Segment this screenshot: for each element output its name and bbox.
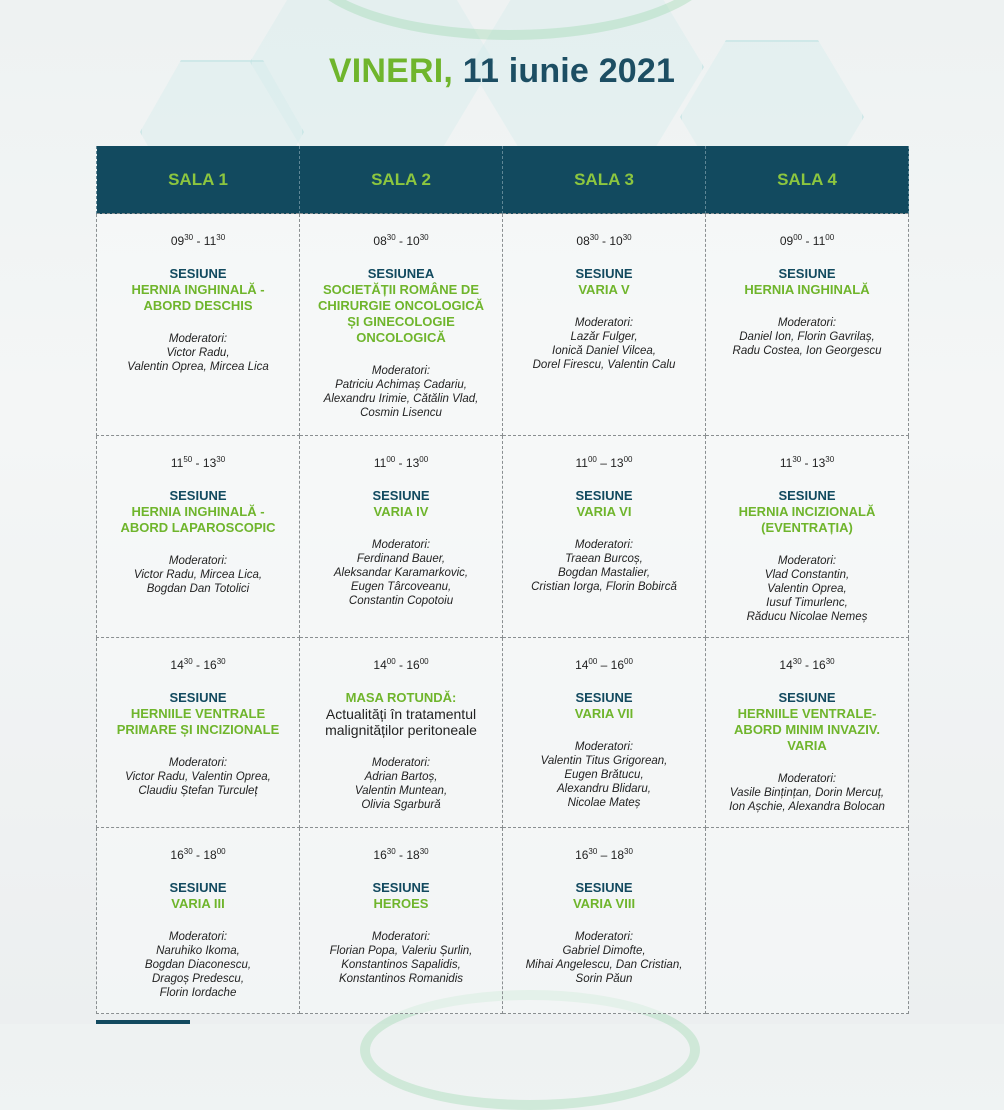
time-start-hour: 16 [373, 848, 387, 862]
session-time [509, 658, 699, 672]
moderator-names-line: Răducu Nicolae Nemeș [746, 611, 868, 623]
hall-header: SALA 4 [706, 146, 909, 214]
time-start-hour: 09 [170, 234, 185, 248]
time-end-minutes: 00 [825, 233, 835, 242]
time-end-minutes: 00 [419, 657, 429, 666]
time-start-hour: 14 [170, 658, 184, 672]
time-start-minutes: 30 [183, 657, 193, 666]
time-end-hour: 13 [405, 456, 420, 470]
moderator-names-line: Lazăr Fulger, [570, 331, 638, 343]
time-start-minutes: 50 [183, 455, 193, 464]
time-start-hour: 14 [779, 658, 793, 672]
session-type: SESIUNE [778, 266, 836, 281]
moderator-names-line: Daniel Ion, Florin Gavrilaș, [739, 331, 875, 343]
session-type: SESIUNE [575, 690, 633, 705]
time-end-hour: 11 [203, 234, 217, 248]
session-topic-line: VARIA VIII [572, 896, 636, 911]
time-start-minutes: 30 [183, 847, 193, 856]
time-start-hour: 14 [575, 658, 589, 672]
moderator-names-line: Cosmin Lisencu [360, 407, 442, 419]
session-cell [97, 214, 300, 436]
time-separator: - [802, 234, 813, 248]
session-type: SESIUNE [778, 690, 836, 705]
time-end-hour: 18 [610, 848, 625, 862]
session-subtopic-line: malignităților peritoneale [325, 722, 477, 738]
time-separator: - [598, 234, 610, 248]
time-separator: - [395, 848, 407, 862]
moderators-label: Moderatori: [168, 757, 228, 769]
session-cell [300, 436, 503, 638]
hall-header: SALA 2 [300, 146, 503, 214]
time-separator: - [395, 658, 407, 672]
session-topic-line: ABORD MINIM INVAZIV. [734, 722, 880, 737]
hall-header: SALA 3 [503, 146, 706, 214]
moderators-label: Moderatori: [574, 539, 634, 551]
time-end-hour: 16 [812, 658, 826, 672]
session-cell [503, 214, 706, 436]
time-end-minutes: 00 [419, 455, 429, 464]
time-separator: - [395, 456, 406, 470]
time-start-hour: 09 [779, 234, 794, 248]
session-topic-line: VARIA VI [576, 504, 632, 519]
moderator-names-line: Ionică Daniel Vilcea, [552, 345, 656, 357]
session-type: SESIUNEA [367, 266, 435, 281]
empty-cell [706, 828, 909, 1014]
session-type: SESIUNE [169, 880, 227, 895]
time-separator: - [801, 456, 812, 470]
time-start-minutes: 00 [588, 657, 598, 666]
moderator-names-line: Alexandru Blidaru, [557, 783, 651, 795]
moderators-label: Moderatori: [371, 931, 431, 943]
moderator-names-line: Claudiu Ștefan Turculeț [138, 785, 258, 797]
time-separator: - [192, 848, 204, 862]
time-start-hour: 08 [373, 234, 387, 248]
moderator-names-line: Valentin Titus Grigorean, [540, 755, 668, 767]
moderator-names-line: Bogdan Dan Totolici [146, 583, 250, 595]
time-separator: - [192, 658, 204, 672]
session-topic-line: HERNIA INGHINALĂ - [131, 504, 265, 519]
session-cell [503, 638, 706, 828]
session-topic-line: HERNIA INGHINALĂ - [131, 282, 265, 297]
moderator-names-line: Florian Popa, Valeriu Șurlin, [329, 945, 473, 957]
moderator-names-line: Adrian Bartoș, [364, 771, 438, 783]
moderator-names-line: Ferdinand Bauer, [356, 553, 446, 565]
session-row [97, 214, 909, 436]
session-time [712, 234, 902, 248]
title-day: VINERI, [328, 52, 454, 90]
session-cell [97, 828, 300, 1014]
session-topic-line: (EVENTRAȚIA) [761, 520, 853, 535]
moderators-label: Moderatori: [574, 317, 634, 329]
moderators-label: Moderatori: [777, 773, 837, 785]
moderator-names-line: Bogdan Diaconescu, [144, 959, 252, 971]
time-end-hour: 10 [406, 234, 420, 248]
moderator-names-line: Iusuf Timurlenc, [766, 597, 848, 609]
session-topic-line: VARIA VII [574, 706, 634, 721]
time-start-hour: 08 [576, 234, 590, 248]
session-time [103, 848, 293, 862]
session-time [509, 234, 699, 248]
session-type: SESIUNE [778, 488, 836, 503]
session-topic-line: HERNIILE VENTRALE [130, 706, 266, 721]
time-end-hour: 16 [610, 658, 625, 672]
moderator-names-line: Vasile Bințințan, Dorin Mercuț, [729, 787, 885, 799]
session-type: SESIUNE [575, 488, 633, 503]
session-row [97, 638, 909, 828]
session-time [509, 456, 699, 470]
session-topic-line: ONCOLOGICĂ [356, 330, 446, 345]
session-time [306, 848, 496, 862]
time-start-minutes: 00 [587, 455, 597, 464]
moderator-names-line: Konstantinos Sapalidis, [341, 959, 461, 971]
moderator-names-line: Eugen Târcoveanu, [350, 581, 452, 593]
time-separator: - [192, 456, 203, 470]
time-end-hour: 13 [811, 456, 826, 470]
session-topic-line: VARIA [787, 738, 827, 753]
session-time [103, 234, 293, 248]
time-separator: – [597, 848, 611, 862]
moderator-names-line: Konstantinos Romanidis [338, 973, 463, 985]
hall-header: SALA 1 [97, 146, 300, 214]
time-start-hour: 11 [779, 456, 793, 470]
time-end-hour: 18 [203, 848, 217, 862]
session-cell [706, 638, 909, 828]
time-end-minutes: 30 [216, 455, 226, 464]
schedule-table [96, 146, 909, 1014]
time-end-hour: 16 [203, 658, 217, 672]
session-cell [300, 828, 503, 1014]
session-topic-line: MASA ROTUNDĂ: [345, 690, 457, 705]
moderator-names-line: Florin Iordache [159, 987, 237, 999]
session-type: SESIUNE [169, 690, 227, 705]
time-separator: - [395, 234, 407, 248]
moderators-label: Moderatori: [371, 539, 431, 551]
moderator-names-line: Valentin Muntean, [354, 785, 448, 797]
time-start-hour: 11 [575, 456, 588, 470]
moderators-label: Moderatori: [777, 555, 837, 567]
session-cell [503, 436, 706, 638]
moderator-names-line: Ion Așchie, Alexandra Bolocan [729, 801, 885, 813]
session-topic-line: CHIRURGIE ONCOLOGICĂ [317, 298, 485, 313]
session-type: SESIUNE [169, 266, 227, 281]
time-end-minutes: 30 [624, 847, 633, 856]
time-start-minutes: 30 [386, 847, 396, 856]
moderator-names-line: Constantin Copotoiu [348, 595, 454, 607]
moderators-label: Moderatori: [371, 365, 431, 377]
moderator-names-line: Eugen Brătucu, [564, 769, 644, 781]
moderator-names-line: Radu Costea, Ion Georgescu [732, 345, 882, 357]
time-end-minutes: 30 [419, 847, 429, 856]
time-start-hour: 16 [575, 848, 589, 862]
session-topic-line: ȘI GINECOLOGIE [347, 314, 455, 329]
moderator-names-line: Mihai Angelescu, Dan Cristian, [525, 959, 683, 971]
session-type: SESIUNE [575, 880, 633, 895]
session-topic-line: VARIA V [578, 282, 630, 297]
session-topic-line: HERNIILE VENTRALE- [737, 706, 877, 721]
session-topic-line: ABORD LAPAROSCOPIC [120, 520, 276, 535]
time-start-hour: 11 [373, 456, 387, 470]
session-topic-line: SOCIETĂȚII ROMÂNE DE [322, 282, 479, 297]
moderator-names-line: Alexandru Irimie, Cătălin Vlad, [323, 393, 479, 405]
session-row [97, 436, 909, 638]
session-cell [706, 214, 909, 436]
time-end-minutes: 30 [216, 657, 226, 666]
time-separator: – [597, 658, 611, 672]
session-subtopic-line: Actualități în tratamentul [325, 706, 477, 722]
session-type: SESIUNE [372, 880, 430, 895]
time-start-hour: 14 [373, 658, 387, 672]
session-topic-line: VARIA IV [373, 504, 429, 519]
moderator-names-line: Victor Radu, [166, 347, 230, 359]
moderator-names-line: Bogdan Mastalier, [557, 567, 651, 579]
time-end-hour: 13 [610, 456, 624, 470]
time-end-hour: 16 [406, 658, 420, 672]
page-title [0, 52, 1004, 91]
time-start-minutes: 30 [589, 233, 599, 242]
time-start-minutes: 30 [588, 847, 598, 856]
moderators-label: Moderatori: [371, 757, 431, 769]
moderator-names-line: Sorin Păun [575, 973, 633, 985]
moderators-label: Moderatori: [574, 931, 634, 943]
moderators-label: Moderatori: [777, 317, 837, 329]
time-start-minutes: 00 [386, 455, 396, 464]
time-end-minutes: 30 [216, 233, 226, 242]
moderator-names-line: Olivia Sgarbură [361, 799, 441, 811]
session-cell [706, 436, 909, 638]
moderator-names-line: Aleksandar Karamarkovic, [333, 567, 469, 579]
session-time [509, 848, 699, 862]
footer-accent-bar [96, 1020, 190, 1024]
session-topic-line: HEROES [373, 896, 429, 911]
moderator-names-line: Valentin Oprea, Mircea Lica [127, 361, 269, 373]
moderator-names-line: Traean Burcoș, [565, 553, 643, 565]
moderator-names-line: Naruhiko Ikoma, [156, 945, 240, 957]
moderator-names-line: Dorel Firescu, Valentin Calu [532, 359, 676, 371]
time-separator: - [193, 234, 204, 248]
session-cell [503, 828, 706, 1014]
time-end-minutes: 30 [825, 455, 835, 464]
session-time [306, 456, 496, 470]
time-separator: – [596, 456, 611, 470]
hall-header-row [97, 146, 909, 214]
time-end-hour: 18 [406, 848, 420, 862]
session-topic-line: HERNIA INGHINALĂ [744, 282, 870, 297]
moderators-label: Moderatori: [168, 555, 228, 567]
time-start-hour: 16 [170, 848, 184, 862]
session-topic-line: HERNIA INCIZIONALĂ [738, 504, 876, 519]
session-topic-line: PRIMARE ȘI INCIZIONALE [116, 722, 280, 737]
time-start-minutes: 00 [793, 233, 803, 242]
moderators-label: Moderatori: [168, 931, 228, 943]
time-start-minutes: 30 [792, 657, 802, 666]
time-start-hour: 11 [170, 456, 184, 470]
session-time [306, 658, 496, 672]
time-start-minutes: 30 [184, 233, 194, 242]
time-end-minutes: 30 [419, 233, 429, 242]
moderator-names-line: Victor Radu, Mircea Lica, [133, 569, 263, 581]
time-end-hour: 13 [202, 456, 217, 470]
moderator-names-line: Dragoș Predescu, [151, 973, 245, 985]
time-separator: - [801, 658, 813, 672]
session-cell [97, 638, 300, 828]
moderator-names-line: Gabriel Dimofte, [562, 945, 646, 957]
session-time [712, 658, 902, 672]
session-time [306, 234, 496, 248]
time-start-minutes: 30 [792, 455, 802, 464]
moderators-label: Moderatori: [168, 333, 228, 345]
session-cell [300, 214, 503, 436]
moderator-names-line: Nicolae Mateș [567, 797, 641, 809]
session-cell [300, 638, 503, 828]
time-end-hour: 10 [609, 234, 623, 248]
time-end-minutes: 00 [623, 455, 633, 464]
session-topic-line: ABORD DESCHIS [143, 298, 253, 313]
moderator-names-line: Valentin Oprea, [767, 583, 847, 595]
session-time [103, 658, 293, 672]
time-end-minutes: 00 [216, 847, 226, 856]
moderator-names-line: Cristian Iorga, Florin Bobircă [531, 581, 677, 593]
time-end-minutes: 30 [622, 233, 632, 242]
moderator-names-line: Victor Radu, Valentin Oprea, [125, 771, 271, 783]
time-end-minutes: 00 [624, 657, 633, 666]
moderator-names-line: Vlad Constantin, [764, 569, 850, 581]
session-type: SESIUNE [575, 266, 633, 281]
session-topic-line: VARIA III [171, 896, 225, 911]
time-start-minutes: 30 [386, 233, 396, 242]
time-start-minutes: 00 [386, 657, 396, 666]
session-type: SESIUNE [372, 488, 430, 503]
session-row [97, 828, 909, 1014]
time-end-minutes: 30 [825, 657, 835, 666]
session-cell [97, 436, 300, 638]
session-time [712, 456, 902, 470]
time-end-hour: 11 [812, 234, 826, 248]
session-type: SESIUNE [169, 488, 227, 503]
title-date: 11 iunie 2021 [462, 52, 676, 90]
moderator-names-line: Patriciu Achimaș Cadariu, [335, 379, 467, 391]
session-time [103, 456, 293, 470]
moderators-label: Moderatori: [574, 741, 634, 753]
